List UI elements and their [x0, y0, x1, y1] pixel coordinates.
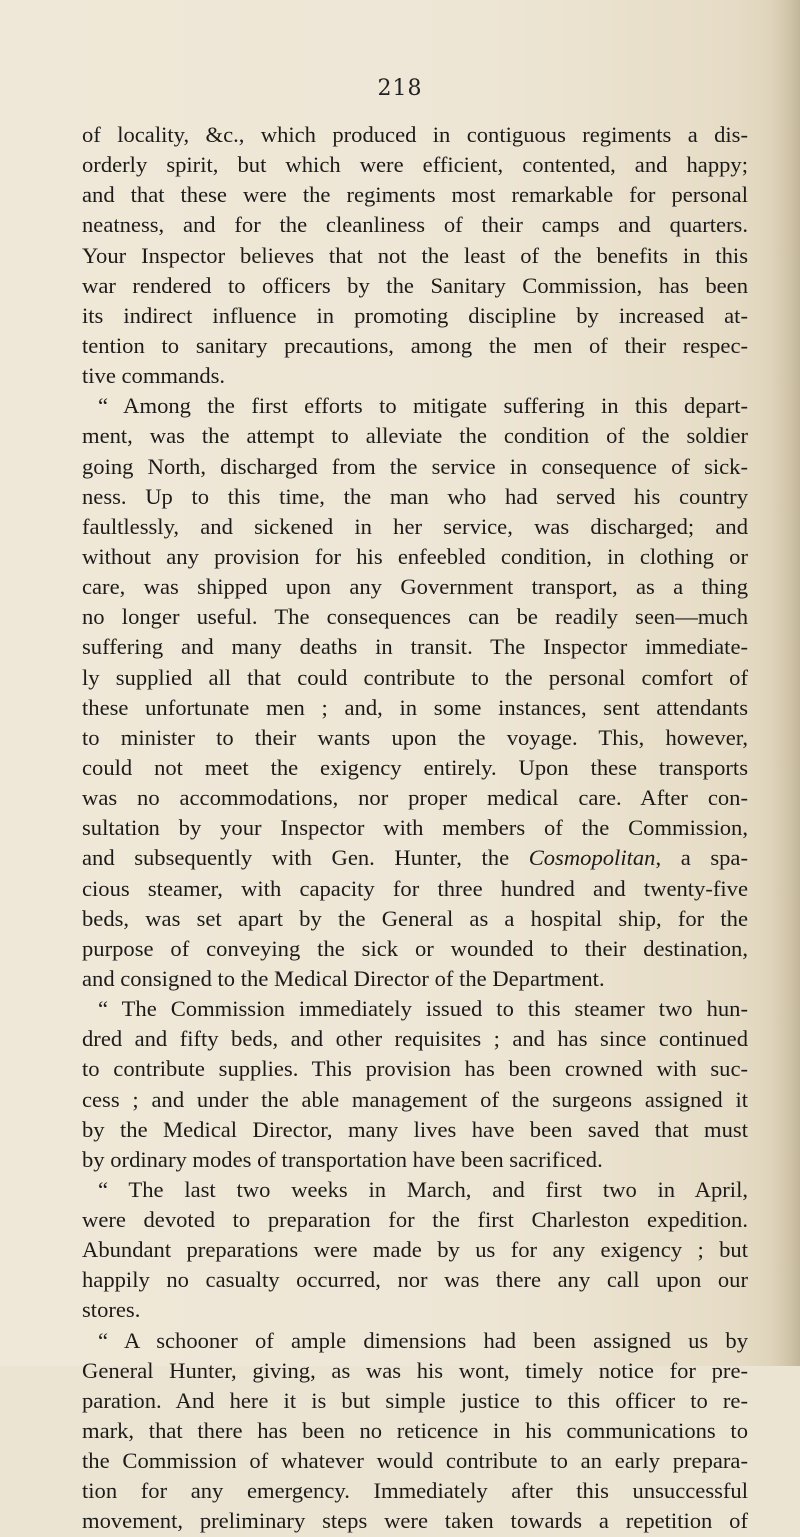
- text-line: going North, discharged from the service in consequence of sick-: [82, 453, 748, 479]
- text-line: suffering and many deaths in transit. The Inspector immediate-: [82, 634, 748, 660]
- body-text: [82, 120, 748, 1537]
- text-line: [82, 843, 748, 873]
- text-line: neatness, and for the cleanliness of their camps and quarters.: [82, 212, 748, 238]
- text-line: of locality, &c., which produced in contiguous regiments a dis-: [82, 122, 748, 147]
- text-line: tion for any emergency. Immediately after this unsuccessful: [82, 1478, 748, 1504]
- text-line: “ The last two weeks in March, and first two in April,: [98, 1176, 748, 1202]
- text-line: purpose of conveying the sick or wounded to their destination,: [82, 935, 748, 961]
- text-line: no longer useful. The consequences can be readily seen—much: [82, 604, 748, 630]
- text-line: by ordinary modes of transportation have been sacrificed.: [82, 1146, 603, 1172]
- text-line: dred and fifty beds, and other requisites ; and has since continued: [82, 1026, 748, 1052]
- text-line: “ Among the first efforts to mitigate suffering in this depart-: [98, 393, 748, 419]
- text-line: war rendered to officers by the Sanitary Commission, has been: [82, 272, 748, 298]
- text-line: the Commission of whatever would contribute to an early prepara-: [82, 1448, 748, 1474]
- text-line: “ A schooner of ample dimensions had been assigned us by: [98, 1327, 748, 1353]
- text-line: ly supplied all that could contribute to the personal comfort of: [82, 664, 748, 690]
- text-line: General Hunter, giving, as was his wont, timely notice for pre-: [82, 1357, 748, 1383]
- text-segment: and subsequently with Gen. Hunter, the: [82, 845, 510, 871]
- text-line: its indirect influence in promoting discipline by increased at-: [82, 302, 748, 328]
- text-line: movement, preliminary steps were taken towards a repetition of: [82, 1508, 748, 1534]
- text-line: paration. And here it is but simple justice to this officer to re-: [82, 1387, 748, 1413]
- text-line: care, was shipped upon any Government transport, as a thing: [82, 574, 748, 600]
- text-line: beds, was set apart by the General as a hospital ship, for the: [82, 905, 748, 931]
- text-line: by the Medical Director, many lives have been saved that must: [82, 1116, 748, 1142]
- text-line: cious steamer, with capacity for three hundred and twenty-five: [82, 875, 748, 901]
- text-line: ment, was the attempt to alleviate the condition of the soldier: [82, 423, 748, 449]
- text-line: faultlessly, and sickened in her service, was discharged; and: [82, 513, 748, 539]
- ship-name: Cosmopolitan: [528, 845, 656, 871]
- text-line: could not meet the exigency entirely. Upon these transports: [82, 754, 748, 780]
- text-line: Abundant preparations were made by us for any exigency ; but: [82, 1237, 748, 1263]
- text-line: mark, that there has been no reticence in his communications to: [82, 1418, 748, 1444]
- text-line: and that these were the regiments most remarkable for personal: [82, 182, 748, 208]
- text-line: stores.: [82, 1297, 141, 1323]
- text-line: to minister to their wants upon the voyage. This, however,: [82, 724, 748, 750]
- text-line: was no accommodations, nor proper medical care. After con-: [82, 785, 748, 811]
- text-line: orderly spirit, but which were efficient, contented, and happy;: [82, 152, 748, 178]
- text-segment: , a spa-: [655, 845, 748, 871]
- text-line: Your Inspector believes that not the least of the benefits in this: [82, 242, 748, 268]
- text-line: to contribute supplies. This provision has been crowned with suc-: [82, 1056, 748, 1082]
- page-number: 218: [377, 76, 423, 101]
- text-line: ness. Up to this time, the man who had served his country: [82, 483, 748, 509]
- text-line: these unfortunate men ; and, in some instances, sent attendants: [82, 694, 748, 720]
- text-line: cess ; and under the able management of the surgeons assigned it: [82, 1086, 748, 1112]
- text-line: and consigned to the Medical Director of the Department.: [82, 965, 605, 991]
- text-line: “ The Commission immediately issued to this steamer two hun-: [98, 996, 748, 1022]
- text-line: happily no casualty occurred, nor was there any call upon our: [82, 1267, 748, 1293]
- page-edge-shadow: [772, 0, 800, 1366]
- text-line: tive commands.: [82, 363, 226, 389]
- text-line: tention to sanitary precautions, among the men of their respec-: [82, 332, 748, 358]
- text-line: without any provision for his enfeebled condition, in clothing or: [82, 543, 748, 569]
- text-line: sultation by your Inspector with members of the Commission,: [82, 815, 748, 841]
- text-line: were devoted to preparation for the first Charleston expedition.: [82, 1207, 748, 1233]
